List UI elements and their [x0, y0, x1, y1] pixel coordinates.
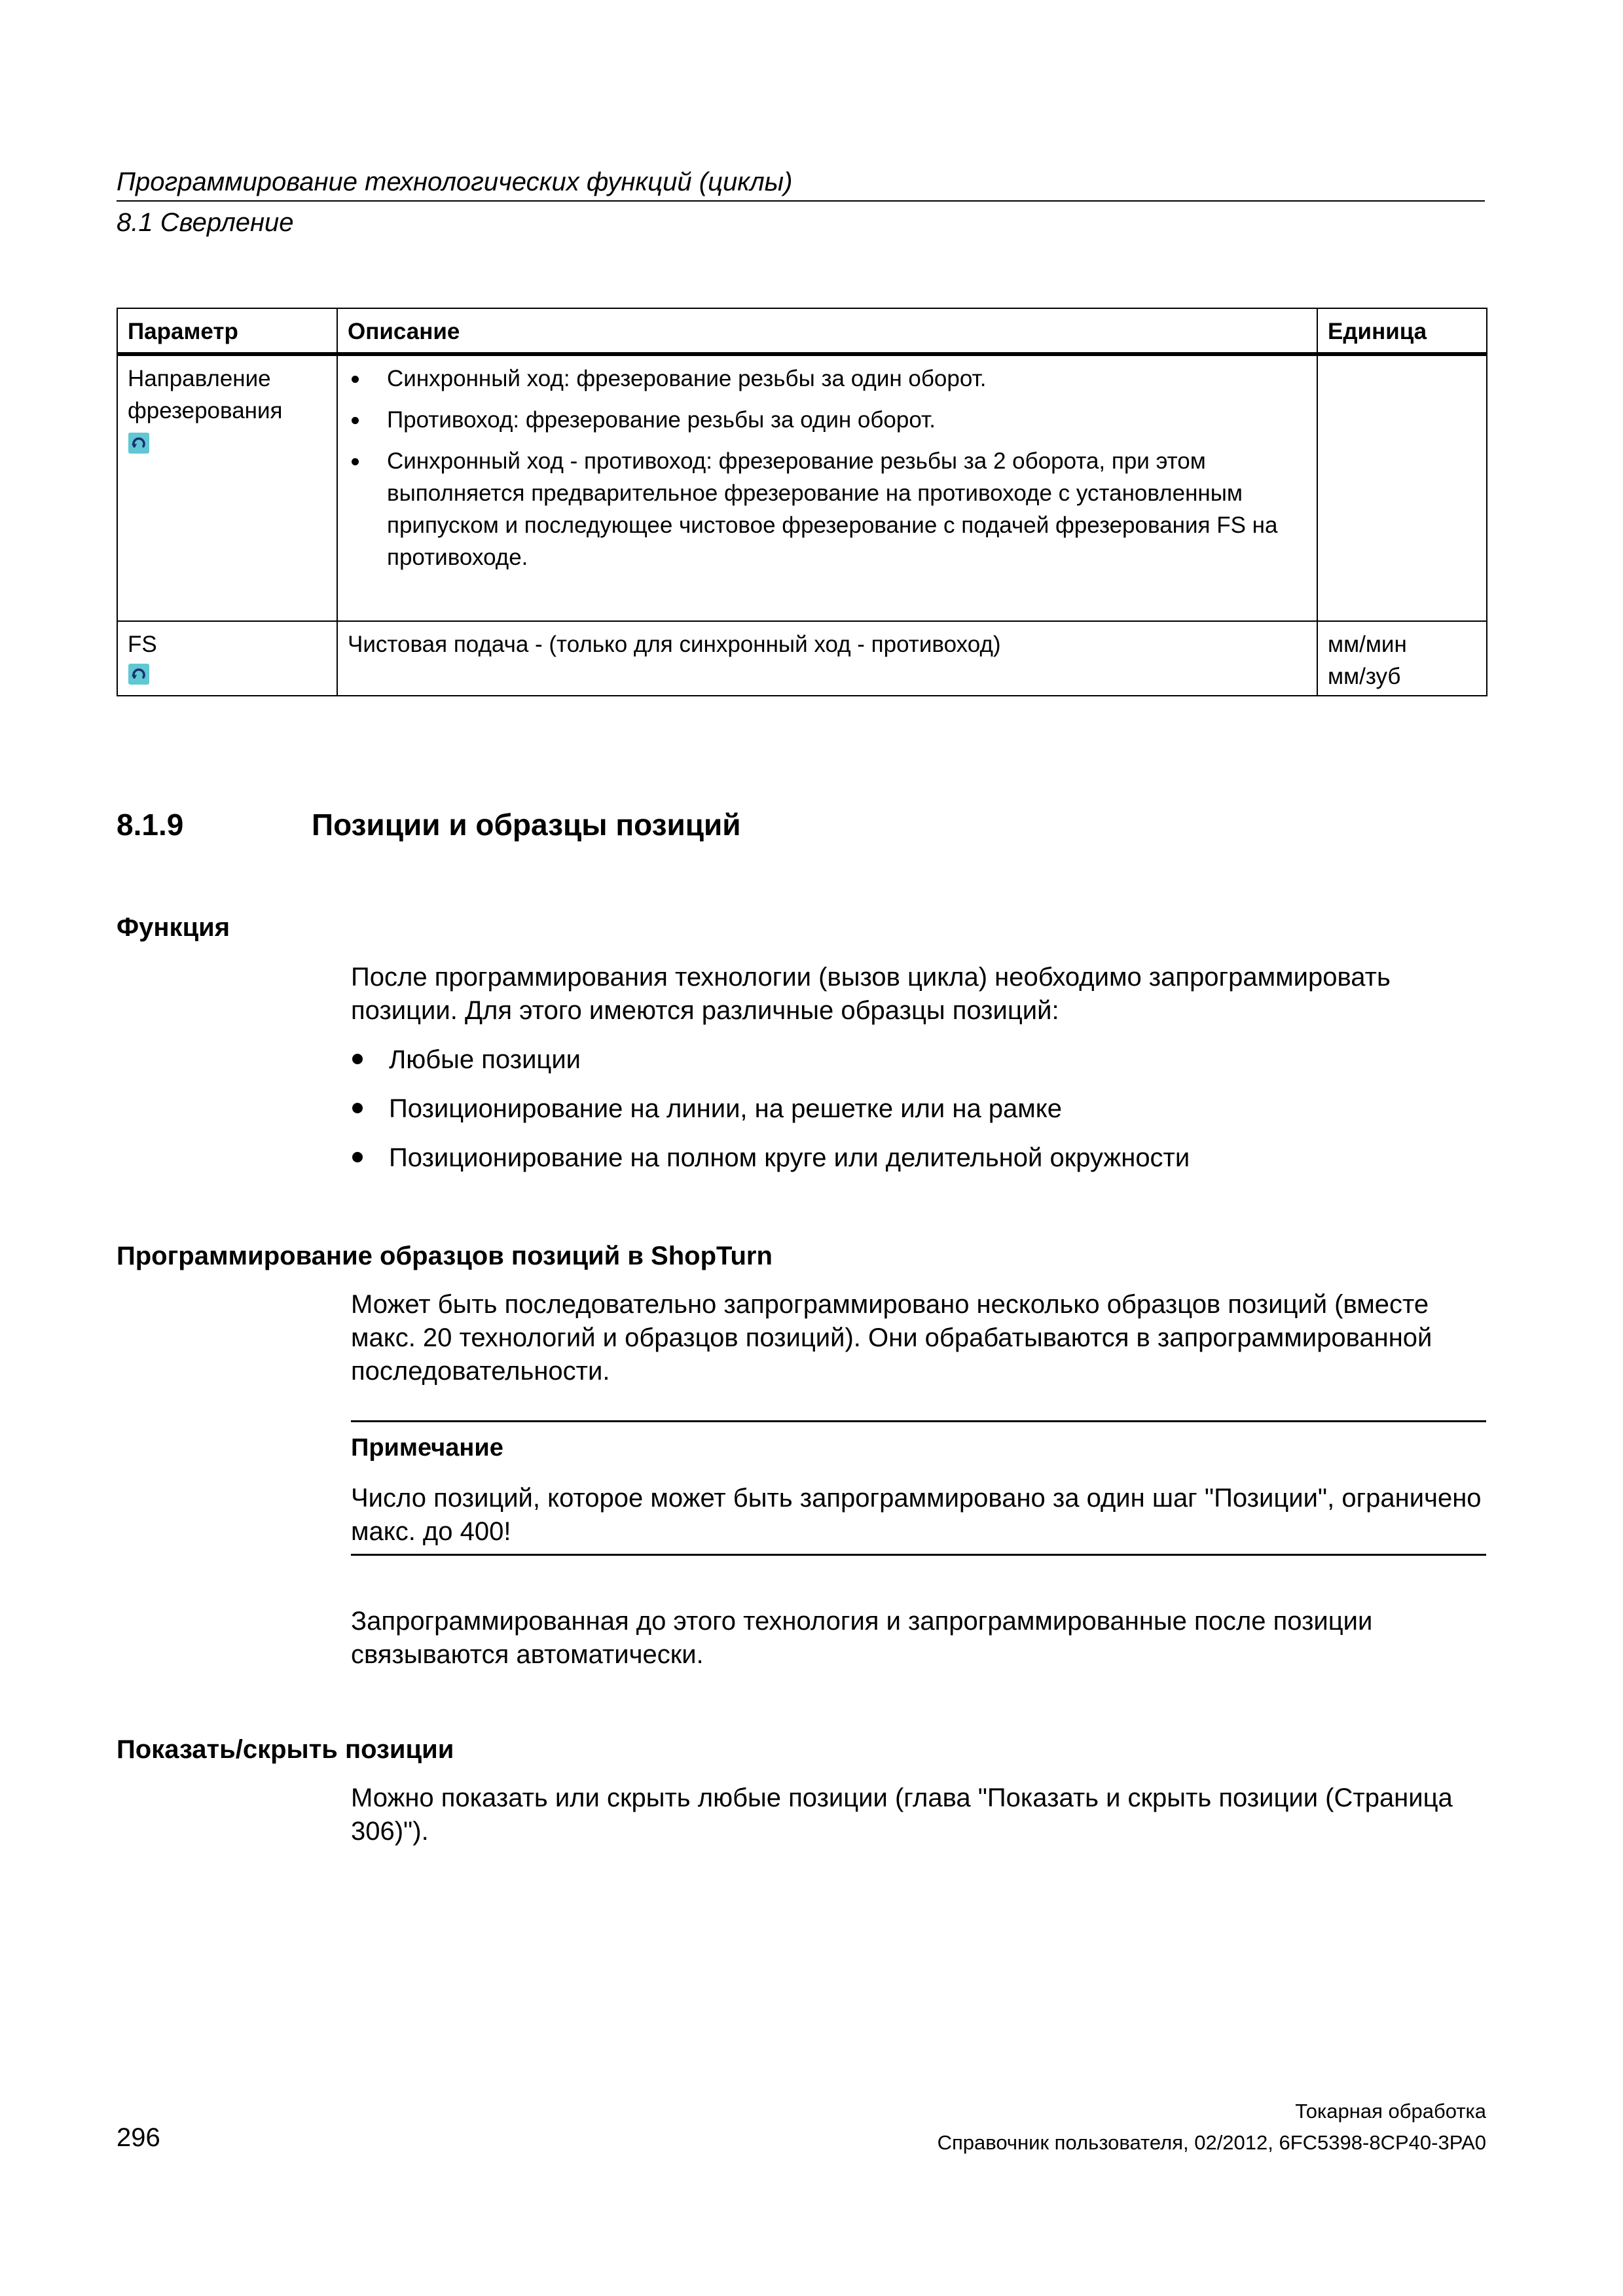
cycle-icon — [128, 663, 150, 685]
parameter-name: Направление — [128, 366, 271, 391]
column-header-parameter: Параметр — [117, 308, 337, 354]
unit-cell — [1317, 621, 1487, 696]
paragraph: Может быть последовательно запрограммировано несколько образцов позиций (вместе макс. 20 технологий и образцов позиций). Они обрабатываются в запрограммированной последовательности. — [351, 1290, 1432, 1386]
unit-cell — [1317, 354, 1487, 621]
table-row — [117, 354, 1487, 621]
column-header-unit: Единица — [1317, 308, 1487, 354]
description-cell: Чистовая подача - (только для синхронный ход - противоход) — [337, 621, 1317, 696]
parameter-name: FS — [128, 632, 157, 657]
function-intro — [351, 961, 1486, 1028]
table-header-row — [117, 308, 1487, 354]
unit-value: мм/зуб — [1328, 664, 1401, 689]
parameter-cell — [117, 354, 337, 621]
paragraph: Можно показать или скрыть любые позиции (глава "Показать и скрыть позиции (Страница 306)"). — [351, 1784, 1453, 1846]
list-item: Противоход: фрезерование резьбы за один оборот. — [348, 404, 1307, 436]
description-cell — [337, 354, 1317, 621]
column-header-description: Описание — [337, 308, 1317, 354]
section-ref: 8.1 Сверление — [117, 208, 294, 237]
note-top-rule — [351, 1420, 1486, 1422]
programming-heading: Программирование образцов позиций в ShopTurn — [117, 1242, 773, 1270]
paragraph: Число позиций, которое может быть запрограммировано за один шаг "Позиции", ограничено макс. до 400! — [351, 1484, 1482, 1546]
note-bottom-rule — [351, 1554, 1486, 1556]
cycle-icon — [128, 432, 150, 454]
show-hide-text — [351, 1782, 1486, 1848]
page-number: 296 — [117, 2123, 160, 2152]
section-number: 8.1.9 — [117, 808, 184, 842]
list-item: Позиционирование на линии, на решетке или на рамке — [351, 1092, 1190, 1125]
parameter-table — [117, 308, 1487, 696]
table-row — [117, 621, 1487, 696]
paragraph: Запрограммированная до этого технология и запрограммированные после позиции связываются автоматически. — [351, 1607, 1373, 1669]
list-item: Синхронный ход: фрезерование резьбы за один оборот. — [348, 363, 1307, 395]
description-list — [348, 363, 1307, 573]
programming-text — [351, 1288, 1486, 1388]
list-item: Позиционирование на полном круге или делительной окружности — [351, 1141, 1190, 1174]
list-item: Любые позиции — [351, 1043, 1190, 1076]
parameter-cell — [117, 621, 337, 696]
position-pattern-list — [351, 1043, 1190, 1191]
after-note-text — [351, 1605, 1486, 1672]
note-text — [351, 1482, 1486, 1549]
section-title: Позиции и образцы позиций — [312, 808, 741, 842]
book-title: Токарная обработка — [1295, 2100, 1486, 2123]
list-item: Синхронный ход - противоход: фрезерование резьбы за 2 оборота, при этом выполняется предварительное фрезерование на противоходе с установленным припуском и последующее чистовое фрезерование с подачей фрезерования FS на противоходе. — [348, 445, 1307, 573]
function-heading: Функция — [117, 913, 230, 942]
paragraph: После программирования технологии (вызов цикла) необходимо запрограммировать позиции. Для этого имеются различные образцы позиций: — [351, 963, 1391, 1025]
parameter-name: фрезерования — [128, 398, 283, 423]
show-hide-heading: Показать/скрыть позиции — [117, 1735, 454, 1764]
unit-value: мм/мин — [1328, 632, 1407, 657]
note-title: Примечание — [351, 1434, 503, 1462]
book-info: Справочник пользователя, 02/2012, 6FC5398-8CP40-3PA0 — [937, 2131, 1486, 2154]
header-rule — [117, 200, 1485, 202]
chapter-title: Программирование технологических функций (циклы) — [117, 168, 793, 196]
